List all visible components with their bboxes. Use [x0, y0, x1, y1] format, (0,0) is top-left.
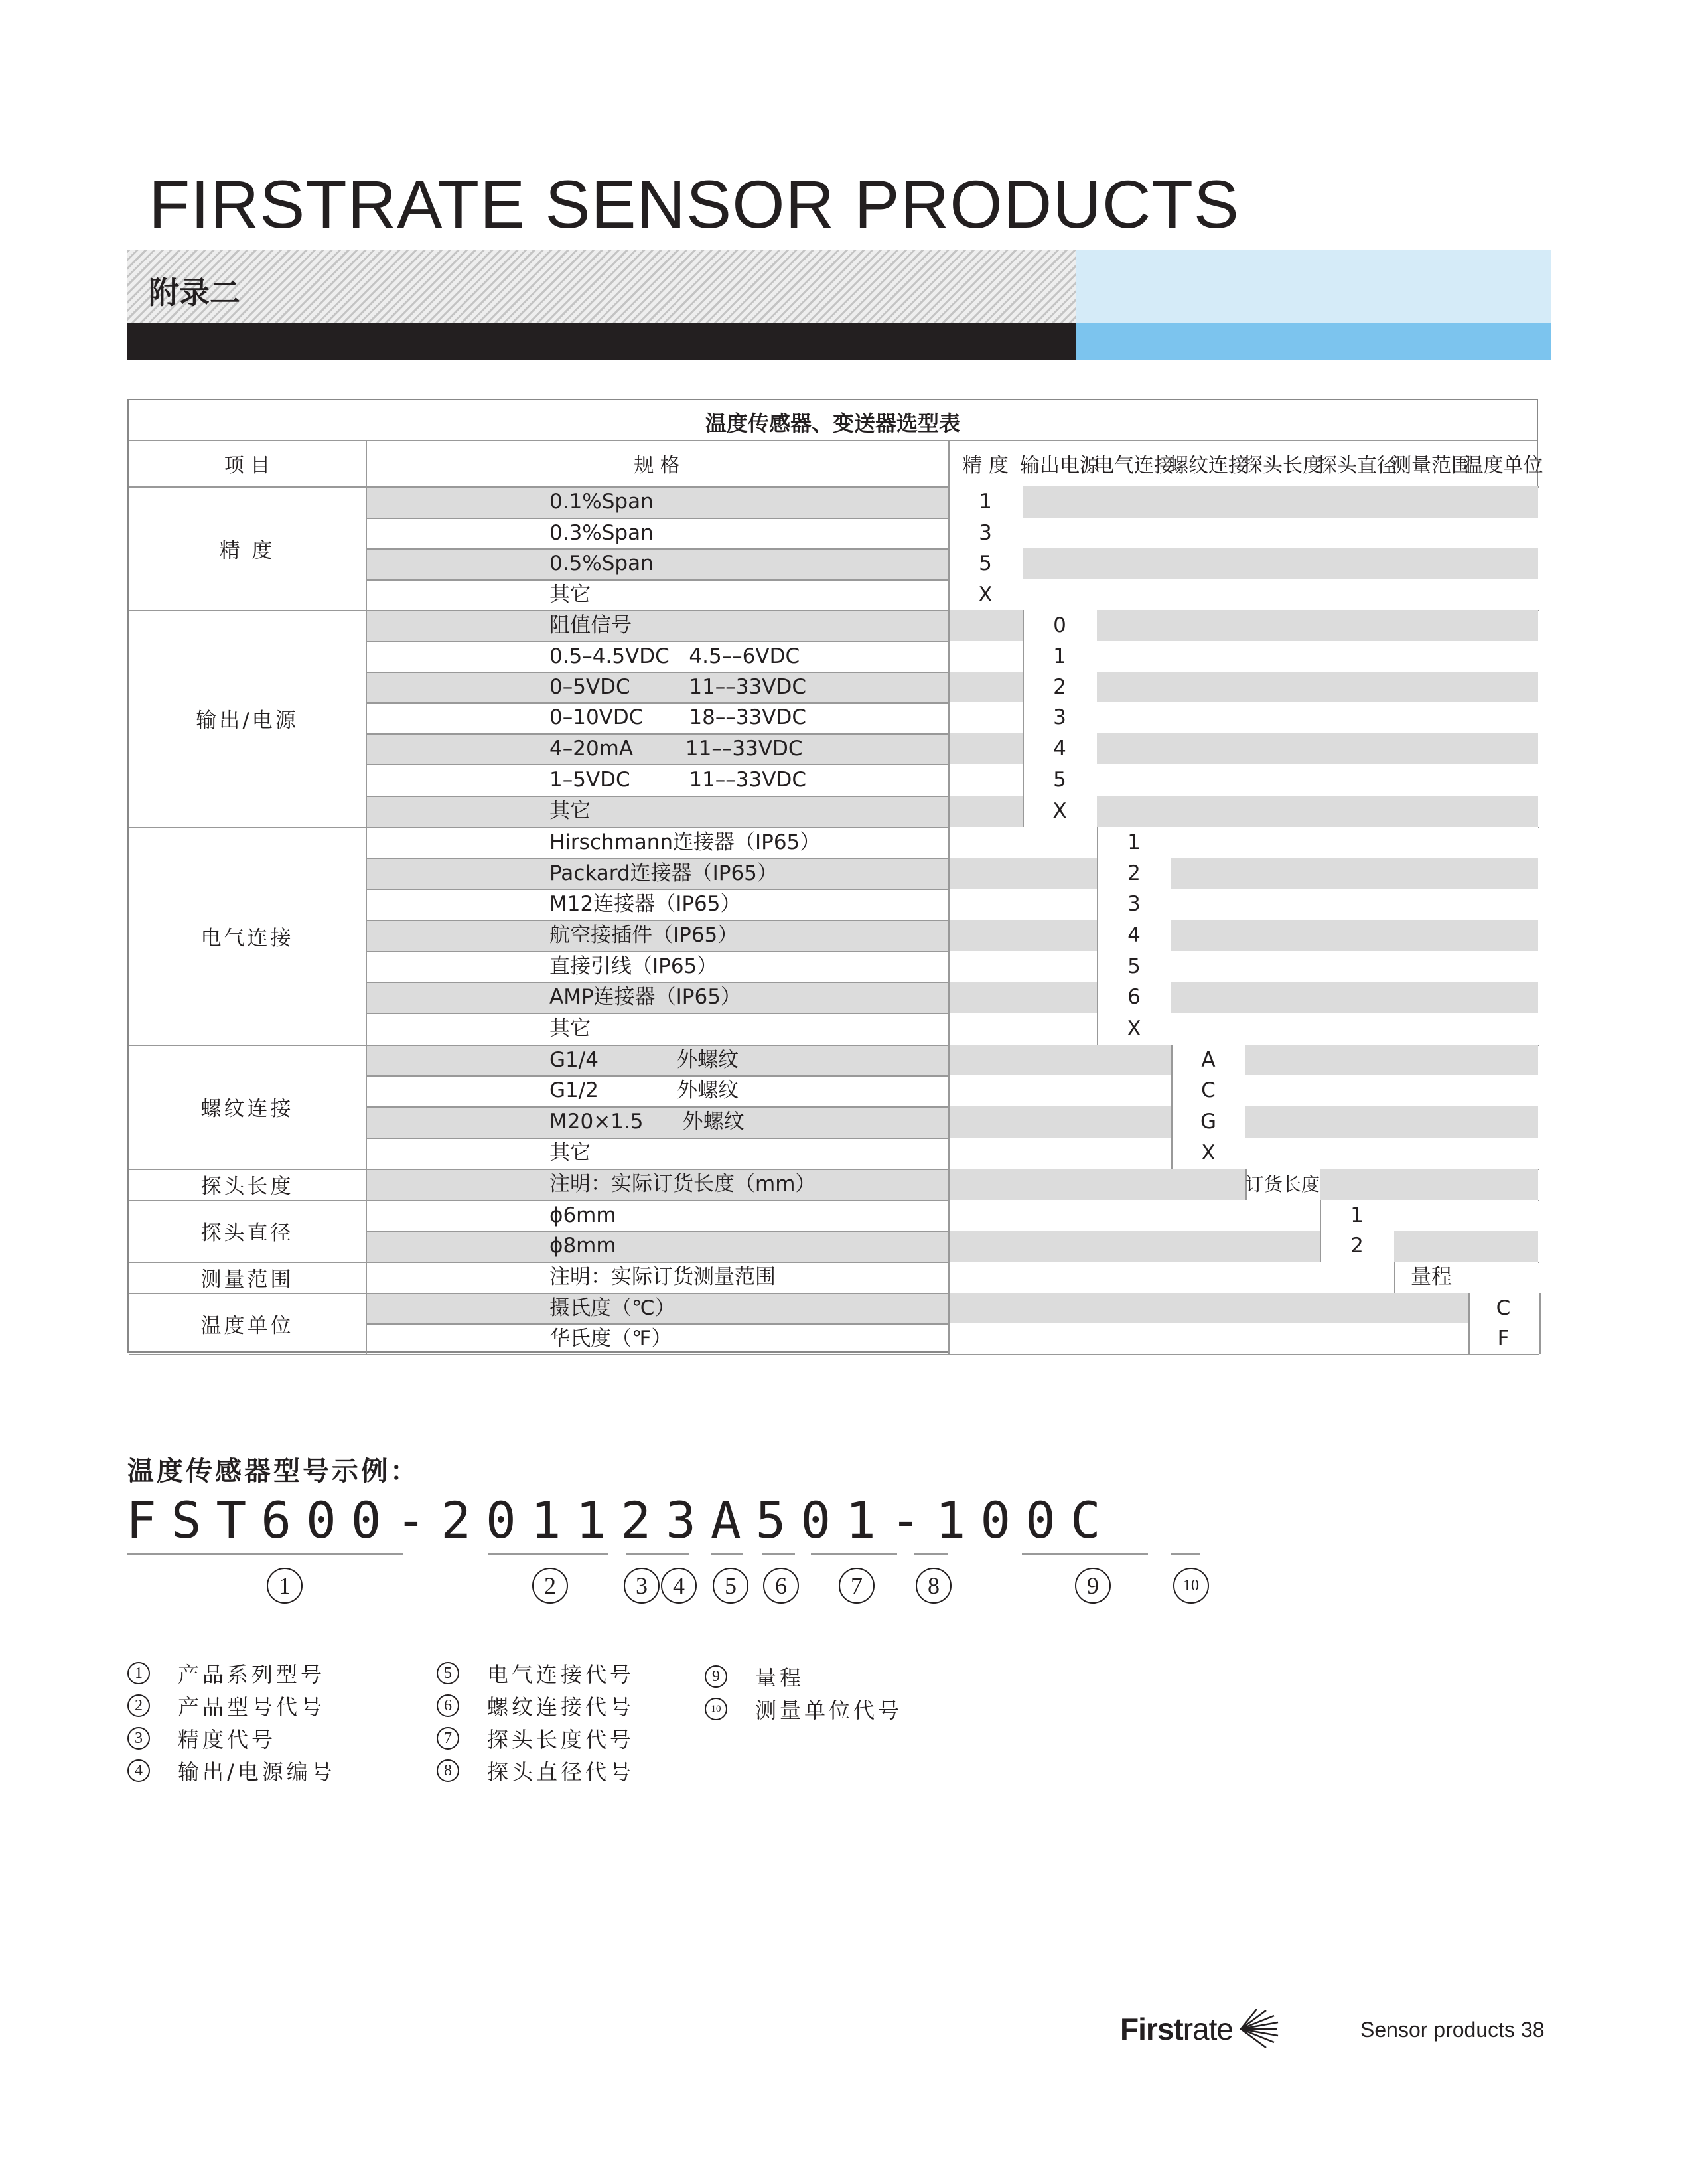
category-output: 输出/电源 — [196, 709, 299, 733]
footer-page-label: Sensor products 38 — [1360, 2018, 1545, 2042]
header-electric: 电气连接 — [1094, 454, 1174, 477]
category-thread: 螺纹连接 — [200, 1097, 294, 1121]
header-output: 输出电源 — [1020, 454, 1100, 477]
spec-cell: 其它 — [549, 1017, 591, 1041]
code-cell: 5 — [1127, 954, 1141, 978]
category-probe-length: 探头长度 — [200, 1175, 294, 1199]
spec-cell: 其它 — [549, 1141, 591, 1165]
legend-item — [127, 1658, 325, 1688]
spec-cell: 0.5%Span — [549, 552, 654, 575]
example-title: 温度传感器型号示例： — [127, 1456, 419, 1487]
legend-marker: 9 — [705, 1665, 727, 1688]
marker-1: 1 — [267, 1568, 303, 1604]
code-cell: 1 — [1053, 644, 1066, 668]
code-cell: 1 — [1350, 1203, 1364, 1227]
spec-cell: 其它 — [549, 799, 591, 823]
legend-text: 量程 — [755, 1665, 805, 1690]
legend-item — [437, 1658, 634, 1688]
code-cell: 3 — [1053, 706, 1066, 729]
legend-text: 产品型号代号 — [178, 1694, 326, 1720]
category-electric: 电气连接 — [200, 926, 294, 950]
marker-4: 4 — [661, 1568, 697, 1604]
spec-cell: Packard连接器（IP65） — [549, 861, 778, 885]
spec-cell: 华氏度（℉） — [549, 1327, 672, 1351]
spec-cell: 阻值信号 — [549, 613, 632, 637]
legend-text: 产品系列型号 — [178, 1662, 326, 1687]
category-range: 测量范围 — [200, 1268, 294, 1292]
legend-item — [437, 1755, 634, 1786]
legend-marker: 5 — [437, 1662, 459, 1684]
legend-item — [127, 1723, 276, 1753]
code-cell: 4 — [1053, 737, 1066, 761]
firstrate-logo: First rate — [1120, 2009, 1281, 2049]
spec-cell: ϕ8mm — [549, 1234, 616, 1258]
spec-cell: 0.1%Span — [549, 490, 654, 514]
legend-text: 探头长度代号 — [487, 1727, 635, 1752]
code-cell: 3 — [979, 521, 992, 545]
marker-8: 8 — [916, 1568, 952, 1604]
code-cell: 3 — [1127, 892, 1141, 916]
legend-marker: 6 — [437, 1694, 459, 1717]
code-cell: 订货长度 — [1245, 1173, 1320, 1195]
legend-text: 螺纹连接代号 — [487, 1694, 635, 1720]
marker-9: 9 — [1075, 1568, 1111, 1604]
spec-cell: 1–5VDC 11––33VDC — [549, 768, 806, 792]
code-cell: C — [1201, 1079, 1216, 1102]
legend-text: 电气连接代号 — [487, 1662, 635, 1687]
legend-item — [705, 1661, 804, 1692]
spec-cell: 摄氏度（℃） — [549, 1296, 676, 1320]
spec-cell: 4–20mA 11––33VDC — [549, 737, 803, 761]
marker-2: 2 — [532, 1568, 568, 1604]
header-probe-length: 探头长度 — [1243, 454, 1322, 477]
page-title: FIRSTRATE SENSOR PRODUCTS — [149, 167, 1240, 242]
code-cell: 0 — [1053, 613, 1066, 637]
table-title: 温度传感器、变送器选型表 — [705, 411, 960, 436]
selection-table — [127, 399, 1543, 1353]
section-label: 附录二 — [149, 275, 240, 311]
code-cell: 2 — [1127, 861, 1141, 885]
spec-cell: ϕ6mm — [549, 1203, 616, 1227]
code-cell: 2 — [1053, 675, 1066, 699]
spec-cell: Hirschmann连接器（IP65） — [549, 830, 821, 854]
marker-6: 6 — [763, 1568, 799, 1604]
marker-5: 5 — [713, 1568, 748, 1604]
spec-cell: 0–5VDC 11––33VDC — [549, 675, 806, 699]
code-cell: 4 — [1127, 923, 1141, 947]
legend-marker: 1 — [127, 1662, 150, 1684]
category-unit: 温度单位 — [200, 1313, 294, 1338]
legend-text: 精度代号 — [178, 1727, 277, 1752]
legend-marker: 8 — [437, 1759, 459, 1782]
legend-marker: 10 — [705, 1698, 727, 1720]
code-cell: 1 — [979, 490, 992, 514]
spec-cell: 其它 — [549, 583, 591, 607]
banner-blue-bar — [1076, 323, 1551, 360]
code-cell: A — [1201, 1048, 1216, 1072]
spec-cell: M12连接器（IP65） — [549, 892, 741, 916]
header-item: 项 目 — [224, 454, 271, 477]
spec-cell: 直接引线（IP65） — [549, 954, 718, 978]
spec-cell: 注明：实际订货测量范围 — [549, 1265, 776, 1289]
legend-text: 探头直径代号 — [487, 1759, 635, 1785]
code-cell: X — [1052, 799, 1067, 823]
spec-cell: 注明：实际订货长度（mm） — [549, 1172, 816, 1196]
example-model-code: FST600-201123A501-100C — [126, 1491, 1115, 1550]
spec-cell: G1/4 外螺纹 — [549, 1048, 739, 1072]
code-cell: X — [978, 583, 993, 607]
header-thread: 螺纹连接 — [1169, 454, 1248, 477]
legend-item — [127, 1755, 336, 1786]
legend-item — [705, 1694, 902, 1724]
banner-light-blue — [1076, 250, 1551, 323]
banner-dark-bar — [127, 323, 1076, 360]
burst-icon — [1234, 2009, 1281, 2049]
header-precision: 精 度 — [962, 454, 1009, 477]
code-cell: 6 — [1127, 985, 1141, 1009]
legend-marker: 7 — [437, 1727, 459, 1750]
legend-item — [437, 1690, 634, 1721]
spec-cell: G1/2 外螺纹 — [549, 1079, 739, 1102]
header-spec: 规 格 — [634, 454, 680, 477]
spec-cell: M20×1.5 外螺纹 — [549, 1110, 745, 1134]
code-cell: X — [1201, 1141, 1216, 1165]
header-probe-diameter: 探头直径 — [1317, 454, 1397, 477]
spec-cell: 航空接插件（IP65） — [549, 923, 739, 947]
marker-10: 10 — [1173, 1568, 1209, 1604]
spec-cell: 0–10VDC 18––33VDC — [549, 706, 806, 729]
code-cell: G — [1200, 1110, 1217, 1134]
code-cell: 5 — [1053, 768, 1066, 792]
category-probe-diameter: 探头直径 — [200, 1221, 294, 1245]
code-cell: 1 — [1127, 830, 1141, 854]
spec-cell: AMP连接器（IP65） — [549, 985, 741, 1009]
marker-7: 7 — [839, 1568, 875, 1604]
spec-cell: 0.3%Span — [549, 521, 654, 545]
code-cell: F — [1497, 1327, 1510, 1351]
code-cell: C — [1496, 1296, 1511, 1320]
legend-item — [437, 1723, 634, 1753]
marker-3: 3 — [624, 1568, 660, 1604]
code-cell: 2 — [1350, 1234, 1364, 1258]
code-cell: X — [1127, 1017, 1141, 1041]
code-cell: 5 — [979, 552, 992, 575]
spec-cell: 0.5–4.5VDC 4.5––6VDC — [549, 644, 800, 668]
header-range: 测量范围 — [1391, 454, 1471, 477]
header-unit: 温度单位 — [1463, 454, 1543, 477]
category-precision: 精 度 — [219, 538, 275, 563]
legend-marker: 3 — [127, 1727, 150, 1750]
legend-item — [127, 1690, 325, 1721]
legend-text: 测量单位代号 — [755, 1698, 903, 1723]
legend-marker: 4 — [127, 1759, 150, 1782]
legend-marker: 2 — [127, 1694, 150, 1717]
code-cell: 量程 — [1411, 1265, 1452, 1289]
legend-text: 输出/电源编号 — [178, 1759, 336, 1785]
banner-hatch — [127, 250, 1076, 323]
